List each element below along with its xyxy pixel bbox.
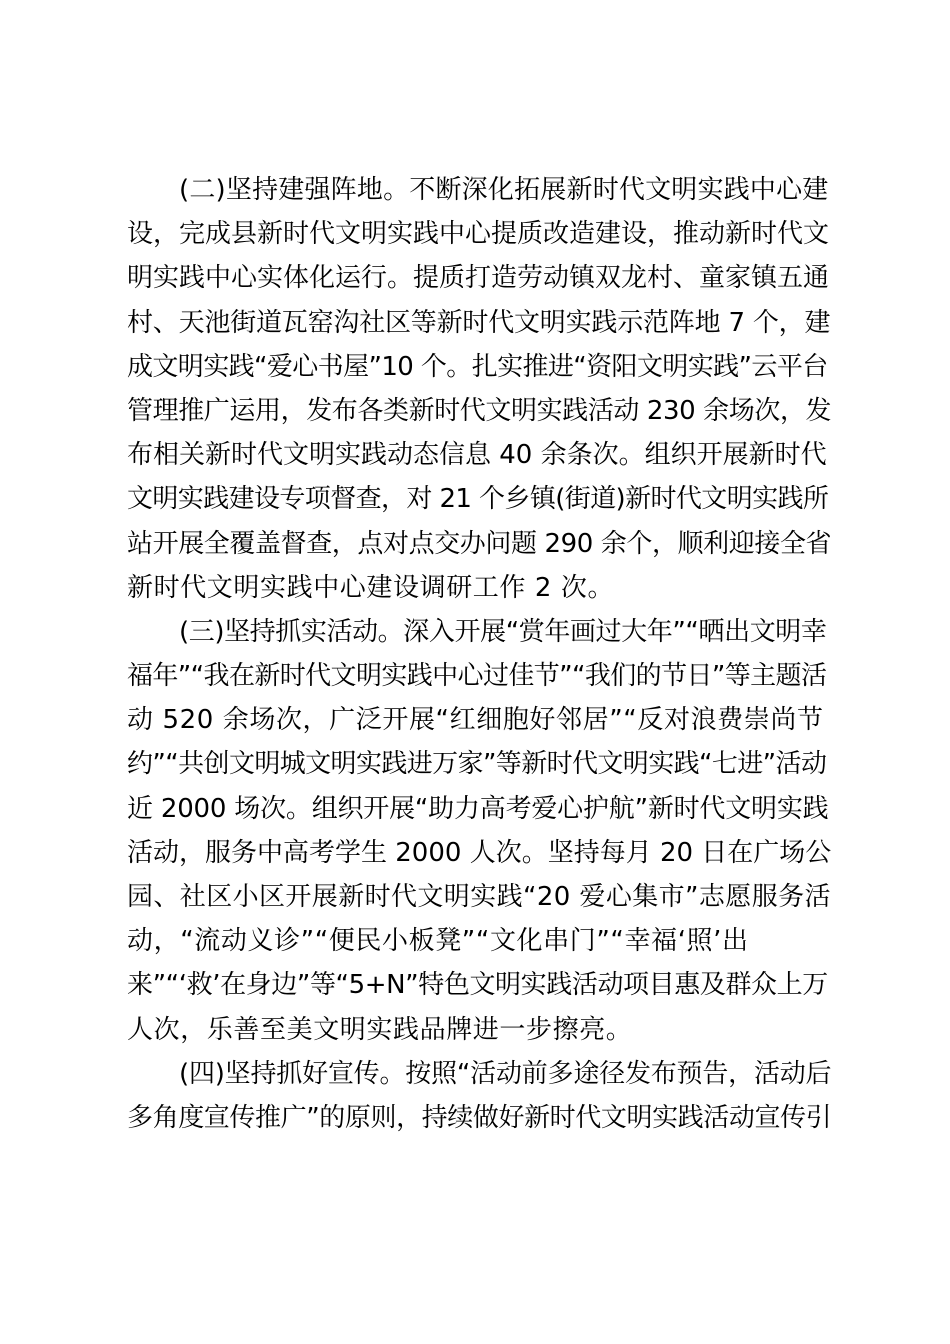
- text-line: 来”“‘救’在身边”等“5+N”特色文明实践活动项目惠及群众上万: [127, 970, 828, 1001]
- text-line: 布相关新时代文明实践动态信息 40 余条次。组织开展新时代: [127, 440, 827, 471]
- text-line: 成文明实践“爱心书屋”10 个。扎实推进“资阳文明实践”云平台: [127, 351, 828, 382]
- text-line: 文明实践建设专项督查，对 21 个乡镇(街道)新时代文明实践所: [127, 484, 829, 515]
- text-line: 多角度宣传推广”的原则，持续做好新时代文明实践活动宣传引: [127, 1102, 832, 1133]
- text-line: (四)坚持抓好宣传。按照“活动前多途径发布预告，活动后: [179, 1058, 832, 1089]
- text-line: 近 2000 场次。组织开展“助力高考爱心护航”新时代文明实践: [127, 793, 829, 824]
- text-line: 管理推广运用，发布各类新时代文明实践活动 230 余场次，发: [127, 395, 832, 426]
- paragraph-section-4: [127, 1052, 831, 1140]
- paragraph-section-2: [127, 168, 831, 610]
- text-line: 活动，服务中高考学生 2000 人次。坚持每月 20 日在广场公: [127, 837, 832, 868]
- text-line: 约”“共创文明城文明实践进万家”等新时代文明实践“七进”活动: [127, 749, 827, 780]
- text-line: 明实践中心实体化运行。提质打造劳动镇双龙村、童家镇五通: [127, 263, 830, 294]
- text-line: (三)坚持抓实活动。深入开展“赏年画过大年”“晒出文明幸: [179, 616, 827, 647]
- text-line: 站开展全覆盖督查，点对点交办问题 290 余个，顺利迎接全省: [127, 528, 832, 559]
- text-line: 福年”“我在新时代文明实践中心过佳节”“我们的节日”等主题活: [127, 661, 827, 692]
- text-line: 动 520 余场次，广泛开展“红细胞好邻居”“反对浪费崇尚节: [127, 705, 824, 736]
- text-line: 园、社区小区开展新时代文明实践“20 爱心集市”志愿服务活: [127, 882, 831, 912]
- text-line: 动，“流动义诊”“便民小板凳”“文化串门”“幸福‘照’出: [127, 926, 749, 957]
- text-line: 人次，乐善至美文明实践品牌进一步擦亮。: [127, 1014, 633, 1045]
- text-line: 村、天池街道瓦窑沟社区等新时代文明实践示范阵地 7 个，建: [127, 307, 831, 338]
- paragraph-section-3: [127, 610, 831, 1052]
- text-line: 设，完成县新时代文明实践中心提质改造建设，推动新时代文: [127, 219, 830, 250]
- text-line: 新时代文明实践中心建设调研工作 2 次。: [127, 572, 615, 603]
- document-body: [127, 168, 831, 1140]
- text-line: (二)坚持建强阵地。不断深化拓展新时代文明实践中心建: [179, 175, 829, 205]
